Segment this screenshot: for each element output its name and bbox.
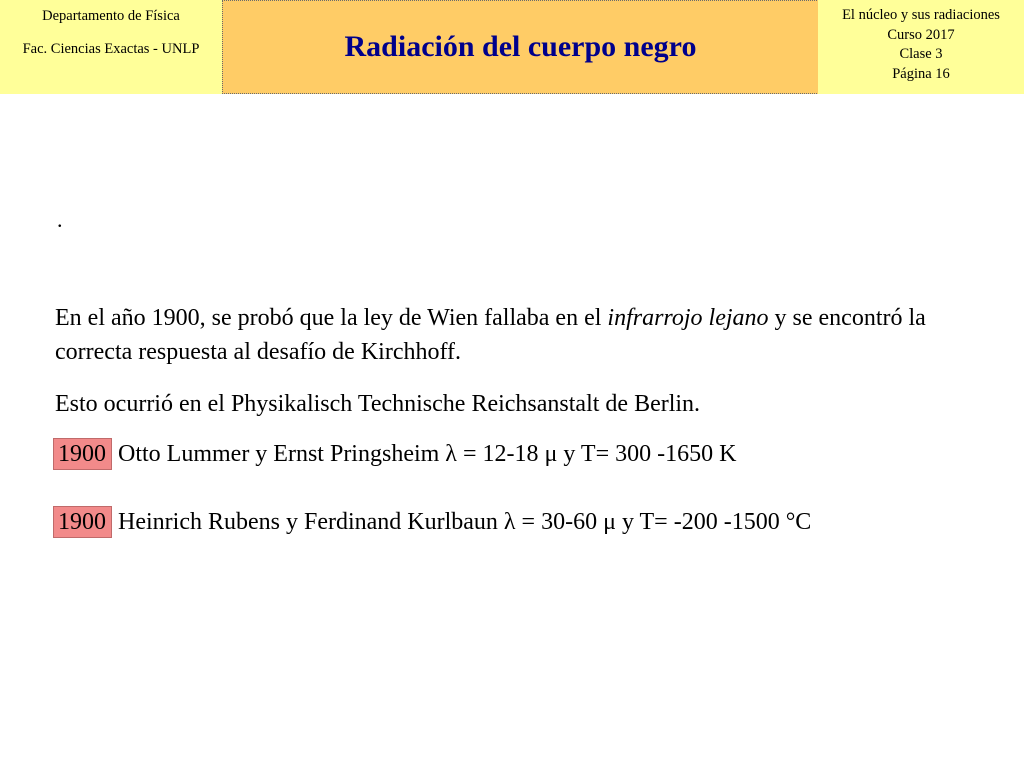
header-title-box	[222, 0, 819, 94]
experiment-row-rubens	[53, 506, 811, 538]
faculty-name: Fac. Ciencias Exactas - UNLP	[22, 41, 200, 57]
paragraph-text-end: y se encontró la correcta respuesta al desafío de Kirchhoff.	[55, 305, 926, 365]
experiment-text: Heinrich Rubens y Ferdinand Kurlbaun λ = 30-60 μ y T= -200 -1500 °C	[118, 509, 812, 535]
bullet-dot: .	[57, 207, 63, 232]
paragraph-berlin: Esto ocurrió en el Physikalisch Technische Reichsanstalt de Berlin.	[55, 391, 701, 417]
experiment-row-lummer	[53, 438, 736, 470]
year-badge: 1900	[53, 506, 112, 538]
year-badge: 1900	[53, 438, 112, 470]
header-left-box	[0, 0, 222, 94]
department-name: Departamento de Física	[42, 8, 180, 24]
course-subject: El núcleo y sus radiaciones	[842, 7, 1000, 23]
page-number: Página 16	[892, 65, 950, 82]
experiment-text: Otto Lummer y Ernst Pringsheim λ = 12-18 μ y T= 300 -1650 K	[118, 441, 737, 467]
class-number: Clase 3	[899, 46, 943, 62]
slide-title: Radiación del cuerpo negro	[344, 30, 697, 63]
header-right-box	[818, 0, 1024, 94]
course-year: Curso 2017	[887, 26, 955, 43]
paragraph-text-start: En el año 1900, se probó que la ley de Wien fallaba en el	[55, 305, 608, 331]
italic-term: infrarrojo lejano	[607, 305, 769, 331]
paragraph-wien-law	[55, 301, 985, 369]
